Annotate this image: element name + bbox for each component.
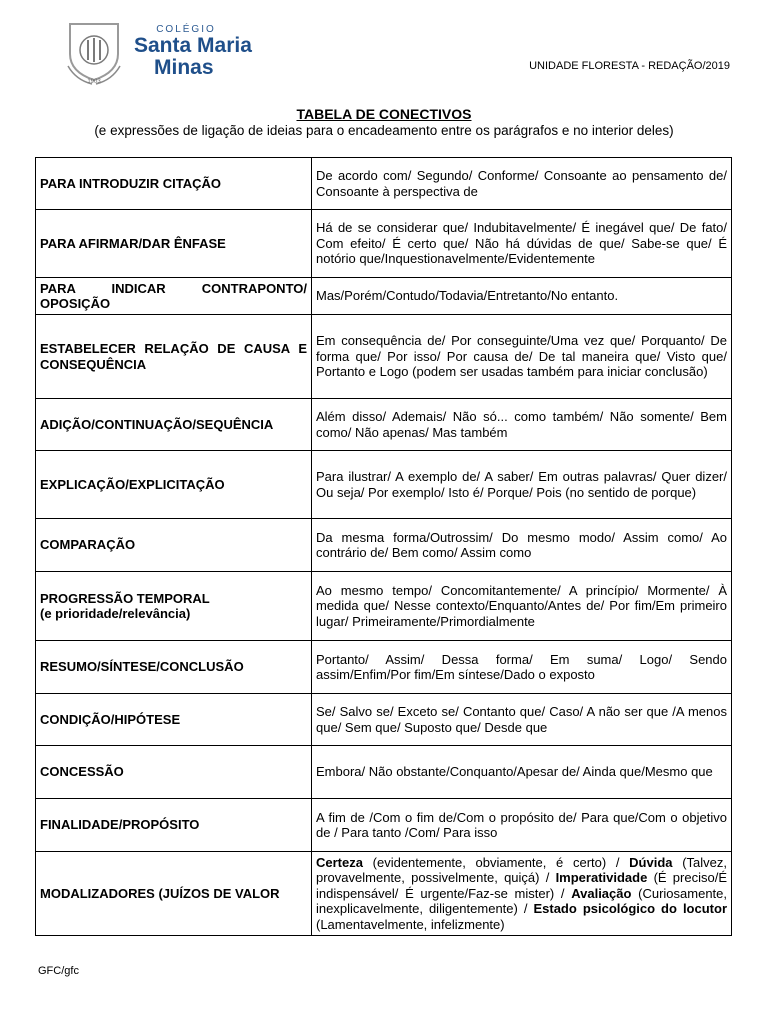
row-label: PARA AFIRMAR/DAR ÊNFASE	[36, 210, 312, 278]
modal-duvida: Dúvida	[629, 854, 673, 870]
table-row	[36, 694, 732, 746]
table-row	[36, 641, 732, 694]
row-value: Em consequência de/ Por conseguinte/Uma vez que/ Porquanto/ De forma que/ Por isso/ Por causa de/ De tal maneira que/ Visto que/ Portanto e Logo (podem ser usadas também para iniciar conclusão)	[312, 315, 732, 399]
table-row	[36, 399, 732, 451]
modal-certeza-text: (evidentemente, obviamente, é certo) /	[362, 854, 630, 870]
row-label: MODALIZADORES (JUÍZOS DE VALOR	[36, 852, 312, 936]
row-label: PARA INDICAR CONTRAPONTO/ OPOSIÇÃO	[36, 278, 312, 315]
row-label-sub: (e prioridade/relevância)	[40, 606, 191, 621]
table-row	[36, 519, 732, 572]
row-value: Da mesma forma/Outrossim/ Do mesmo modo/ Assim como/ Ao contrário de/ Bem como/ Assim como	[312, 519, 732, 572]
row-value: Se/ Salvo se/ Exceto se/ Contanto que/ Caso/ A não ser que /A menos que/ Sem que/ Suposto que/ Desde que	[312, 694, 732, 746]
logo-name-line2: Minas	[154, 56, 214, 79]
logo-name-line1: Santa Maria	[134, 34, 252, 57]
unit-label: UNIDADE FLORESTA - REDAÇÃO/2019	[529, 60, 730, 72]
table-row	[36, 746, 732, 799]
logo-top-text: COLÉGIO	[156, 24, 216, 35]
table-row	[36, 158, 732, 210]
logo-wordmark	[134, 24, 252, 79]
row-label: COMPARAÇÃO	[36, 519, 312, 572]
row-label: CONCESSÃO	[36, 746, 312, 799]
row-value: Portanto/ Assim/ Dessa forma/ Em suma/ Logo/ Sendo assim/Enfim/Por fim/Em síntese/Dado o exposto	[312, 641, 732, 694]
modal-estado: Estado psicológico do locutor	[533, 901, 727, 917]
row-label: RESUMO/SÍNTESE/CONCLUSÃO	[36, 641, 312, 694]
school-crest-icon	[62, 20, 126, 86]
table-row	[36, 451, 732, 519]
row-value	[312, 852, 732, 936]
table-row	[36, 278, 732, 315]
table-row	[36, 210, 732, 278]
row-label: EXPLICAÇÃO/EXPLICITAÇÃO	[36, 451, 312, 519]
row-label: FINALIDADE/PROPÓSITO	[36, 799, 312, 852]
row-value: Há de se considerar que/ Indubitavelmente/ É inegável que/ De fato/ Com efeito/ É certo que/ Não há dúvidas de que/ Sabe-se que/ É notório que/Inquestionavelmente/Evidentemente	[312, 210, 732, 278]
school-logo	[62, 20, 262, 88]
row-value: De acordo com/ Segundo/ Conforme/ Consoante ao pensamento de/ Consoante à perspectiva de	[312, 158, 732, 210]
modal-avaliacao: Avaliação	[571, 885, 632, 901]
connectives-table	[35, 157, 732, 936]
table-row	[36, 315, 732, 399]
row-label: ADIÇÃO/CONTINUAÇÃO/SEQUÊNCIA	[36, 399, 312, 451]
modal-certeza: Certeza	[316, 854, 363, 870]
row-value: Além disso/ Ademais/ Não só... como também/ Não somente/ Bem como/ Não apenas/ Mas também	[312, 399, 732, 451]
page-title: TABELA DE CONECTIVOS	[296, 106, 472, 122]
row-value: Para ilustrar/ A exemplo de/ A saber/ Em outras palavras/ Quer dizer/ Ou seja/ Por exemplo/ Isto é/ Porque/ Pois (no sentido de porque)	[312, 451, 732, 519]
row-value: A fim de /Com o fim de/Com o propósito de/ Para que/Com o objetivo de / Para tanto /Com/ Para isso	[312, 799, 732, 852]
page-subtitle: (e expressões de ligação de ideias para o encadeamento entre os parágrafos e no interior deles)	[94, 123, 674, 138]
row-label: PARA INTRODUZIR CITAÇÃO	[36, 158, 312, 210]
table-row	[36, 572, 732, 641]
modal-imperatividade-text: (É preciso/É indispensável/ É urgente/Faz-se mister) /	[316, 870, 727, 901]
row-value: Ao mesmo tempo/ Concomitantemente/ A princípio/ Mormente/ À medida que/ Nesse contexto/Enquanto/Antes de/ Por fim/Em primeiro lugar/ Primeiramente/Primordialmente	[312, 572, 732, 641]
row-value: Mas/Porém/Contudo/Todavia/Entretanto/No entanto.	[312, 278, 732, 315]
row-label: CONDIÇÃO/HIPÓTESE	[36, 694, 312, 746]
footer-initials: GFC/gfc	[38, 965, 79, 977]
row-label-main: PROGRESSÃO TEMPORAL	[40, 590, 210, 606]
logo-year: 1903	[87, 79, 101, 85]
modal-duvida-text: (Talvez, provavelmente, possivelmente, quiçá) /	[316, 854, 727, 886]
modal-estado-text: (Lamentavelmente, infelizmente)	[316, 916, 505, 932]
row-value: Embora/ Não obstante/Conquanto/Apesar de/ Ainda que/Mesmo que	[312, 746, 732, 799]
table-row	[36, 799, 732, 852]
table-row	[36, 852, 732, 936]
modal-avaliacao-text: (Curiosamente, inexplicavelmente, diligentemente) /	[316, 885, 727, 917]
row-label	[36, 572, 312, 641]
modal-imperatividade: Imperatividade	[555, 870, 648, 886]
row-label: ESTABELECER RELAÇÃO DE CAUSA E CONSEQUÊNCIA	[36, 315, 312, 399]
